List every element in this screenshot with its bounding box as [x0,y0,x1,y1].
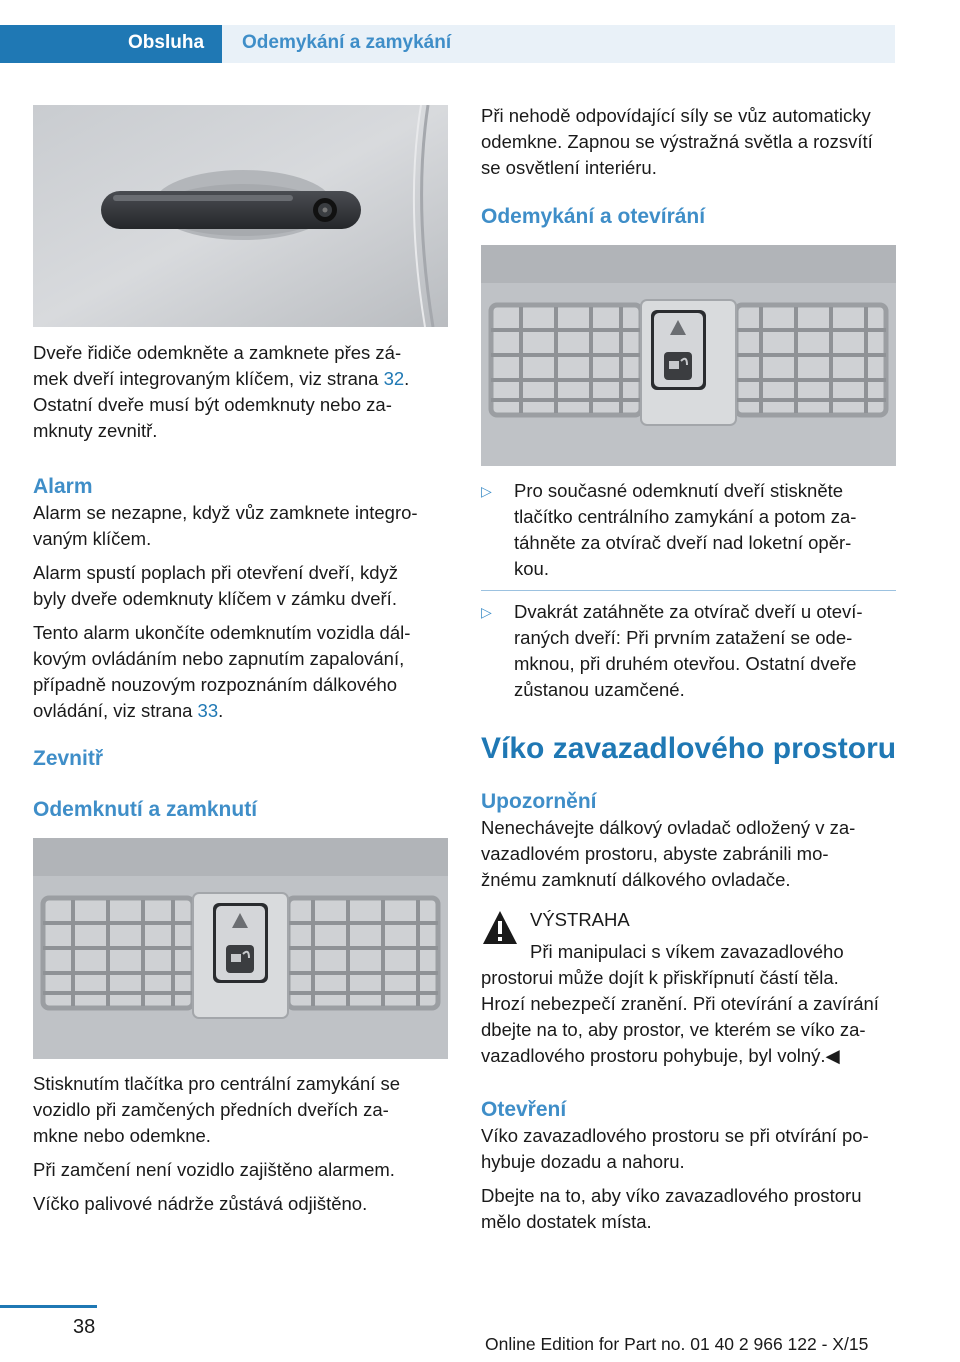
text-line: vazadlového prostoru pohybuje, byl volný.◀ [481,1045,840,1066]
unlock-steps [481,478,896,703]
warning-section [481,907,896,1069]
text-line: Dveře řidiče odemkněte a zamknete přes zá- [33,342,402,363]
opening-paragraph-1 [481,1123,896,1175]
central-lock-button-figure [33,838,448,1059]
note-paragraph [481,815,896,893]
alarm-section [33,474,453,724]
edition-footer: Online Edition for Part no. 01 40 2 966 122 - X/15 [485,1334,869,1354]
text-line: zůstanou uzamčené. [514,679,685,700]
right-column-top [481,103,896,181]
text-line: mělo dostatek místa. [481,1211,652,1232]
note-heading: Upozornění [481,790,597,813]
text-line: Nenechávejte dálkový ovladač odložený v za- [481,817,856,838]
accident-paragraph [481,103,896,181]
text-line: mek dveří integrovaným klíčem, viz strana [33,368,384,389]
text-line: Pro současné odemknutí dveří stiskněte [514,480,844,501]
door-handle-figure [33,105,448,327]
left-column-bottom [33,1071,453,1217]
text-line: . [218,700,224,721]
text-line: dbejte na to, aby prostor, ve kterém se víko za- [481,1019,866,1040]
alarm-note-paragraph: Při zamčení není vozidlo zajištěno alarmem. [33,1159,395,1180]
header-chapter-tab [222,25,895,63]
header-section-label: Obsluha [128,32,205,53]
opening-heading: Otevření [481,1098,567,1121]
footer-rule [0,1305,97,1308]
list-separator [481,590,896,591]
fuel-cap-paragraph: Víčko palivové nádrže zůstává odjištěno. [33,1193,368,1214]
alarm-heading: Alarm [33,475,93,498]
text-line: se osvětlení interiéru. [481,157,657,178]
text-line: vozidlo při zamčených předních dveřích za- [33,1099,389,1120]
central-lock-paragraph [33,1071,453,1149]
text-line: vaným klíčem. [33,528,152,549]
left-column-top [33,340,453,444]
text-line: mkne nebo odemkne. [33,1125,211,1146]
unlock-open-heading: Odemykání a otevírání [481,205,706,228]
header-section-tab [0,25,222,63]
inside-heading: Zevnitř [33,747,104,770]
header-chapter-label: Odemykání a zamykání [242,32,452,53]
text-line: Dvakrát zatáhněte za otvírač dveří u oteví- [514,601,863,622]
steps-list-2 [481,599,896,703]
text-line: mknou, při druhém otevřou. Ostatní dveře [514,653,857,674]
alarm-paragraph-3 [33,620,453,724]
warning-paragraph [481,939,896,1069]
trunk-lid-heading: Víko zavazadlového prostoru [481,732,897,765]
text-line: kovým ovládáním nebo zapnutím zapalování, [33,648,405,669]
text-line: tlačítko centrálního zamykání a potom za- [514,506,857,527]
opening-paragraph-2 [481,1183,896,1235]
text-line: žnému zamknutí dálkového ovladače. [481,869,791,890]
text-line: odemkne. Zapnou se výstražná světla a rozsvítí [481,131,873,152]
central-lock-button-figure-2 [481,245,896,466]
opening-section [481,1097,896,1235]
alarm-paragraph-2 [33,560,453,612]
triangle-bullet-icon: ▷ [481,604,492,620]
text-line: Ostatní dveře musí být odemknuty nebo za- [33,394,392,415]
text-line: Alarm se nezapne, když vůz zamknete integro- [33,502,418,523]
alarm-paragraph-1 [33,500,453,552]
text-line: Dbejte na to, aby víko zavazadlového prostoru [481,1185,862,1206]
text-line: táhněte za otvírač dveří nad loketní opěr- [514,532,852,553]
page-link-32[interactable]: 32 [383,368,405,389]
text-line: Hrozí nebezpečí zranění. Při otevírání a zavírání [481,993,879,1014]
text-line: Při nehodě odpovídající síly se vůz automaticky [481,105,871,126]
text-line: hybuje dozadu a nahoru. [481,1151,685,1172]
text-line: ovládání, viz strana [33,700,198,721]
note-section [481,789,896,893]
text-line: Tento alarm ukončíte odemknutím vozidla dál- [33,622,411,643]
text-line: . [404,368,410,389]
warning-title: VÝSTRAHA [530,909,630,930]
triangle-bullet-icon: ▷ [481,483,492,499]
list-item [481,478,896,582]
page-link-33[interactable]: 33 [197,700,219,721]
text-line: Víko zavazadlového prostoru se při otvírání po- [481,1125,869,1146]
text-line: byly dveře odemknuty klíčem v zámku dveří. [33,588,397,609]
text-line: raných dveří: Při prvním zatažení se ode- [514,627,853,648]
intro-paragraph [33,340,453,444]
text-line: Alarm spustí poplach při otevření dveří, když [33,562,399,583]
text-line: Při manipulaci s víkem zavazadlového [530,941,844,962]
page-number: 38 [73,1316,96,1338]
lock-unlock-heading: Odemknutí a zamknutí [33,798,258,821]
text-line: vazadlovém prostoru, abyste zabránili mo- [481,843,829,864]
text-line: mknuty zevnitř. [33,420,158,441]
text-line: Stisknutím tlačítka pro centrální zamykání se [33,1073,401,1094]
steps-list [481,478,896,582]
text-line: prostorui může dojít k přiskřípnutí částí těla. [481,967,839,988]
list-item [481,599,896,703]
text-line: kou. [514,558,549,579]
text-line: případně nouzovým rozpoznáním dálkového [33,674,398,695]
